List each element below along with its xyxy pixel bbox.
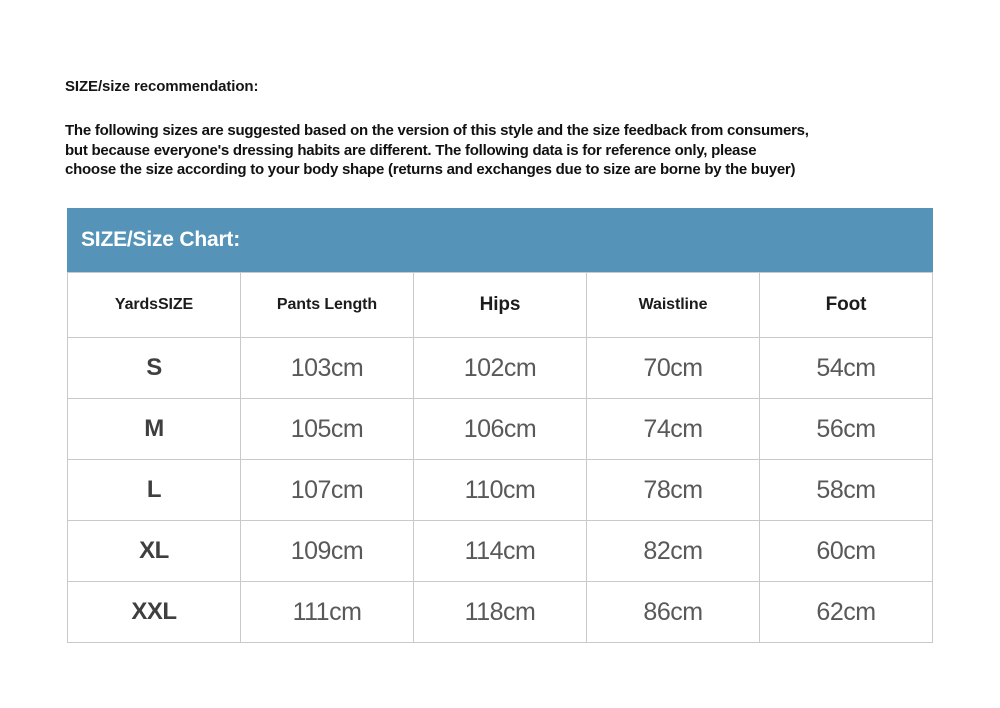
measurement-cell: 86cm [587,582,760,643]
measurement-cell: 60cm [760,521,933,582]
column-header-hips: Hips [414,273,587,338]
measurement-cell: 58cm [760,460,933,521]
measurement-cell: 114cm [414,521,587,582]
measurement-cell: 109cm [241,521,414,582]
table-header-row [68,273,933,338]
size-cell: XL [68,521,241,582]
measurement-cell: 105cm [241,399,414,460]
size-cell: L [68,460,241,521]
measurement-cell: 62cm [760,582,933,643]
measurement-cell: 78cm [587,460,760,521]
measurement-cell: 74cm [587,399,760,460]
measurement-cell: 106cm [414,399,587,460]
measurement-cell: 103cm [241,338,414,399]
table-row-l [68,460,933,521]
table-row-m [68,399,933,460]
measurement-cell: 82cm [587,521,760,582]
size-chart-title-bar [67,208,933,272]
table-row-s [68,338,933,399]
size-cell: M [68,399,241,460]
column-header-waistline: Waistline [587,273,760,338]
table-row-xxl [68,582,933,643]
size-cell: S [68,338,241,399]
measurement-cell: 110cm [414,460,587,521]
recommendation-text-line: The following sizes are suggested based on the version of this style and the size feedback from consumers, [65,122,809,139]
size-cell: XXL [68,582,241,643]
measurement-cell: 54cm [760,338,933,399]
size-recommendation-paragraph [65,121,955,180]
measurement-cell: 107cm [241,460,414,521]
measurement-cell: 111cm [241,582,414,643]
measurement-cell: 70cm [587,338,760,399]
column-header-foot: Foot [760,273,933,338]
measurement-cell: 56cm [760,399,933,460]
size-chart-table [67,272,933,643]
measurement-cell: 102cm [414,338,587,399]
size-chart-title: SIZE/Size Chart: [81,228,240,251]
column-header-pants-length: Pants Length [241,273,414,338]
measurement-cell: 118cm [414,582,587,643]
table-row-xl [68,521,933,582]
recommendation-text-line: choose the size according to your body shape (returns and exchanges due to size are borne by the buyer) [65,161,796,179]
size-recommendation-heading: SIZE/size recommendation: [65,78,259,95]
size-chart-section [67,208,933,643]
recommendation-text-line: but because everyone's dressing habits are different. The following data is for reference only, please [65,141,757,159]
column-header-yardssize: YardsSIZE [68,273,241,338]
